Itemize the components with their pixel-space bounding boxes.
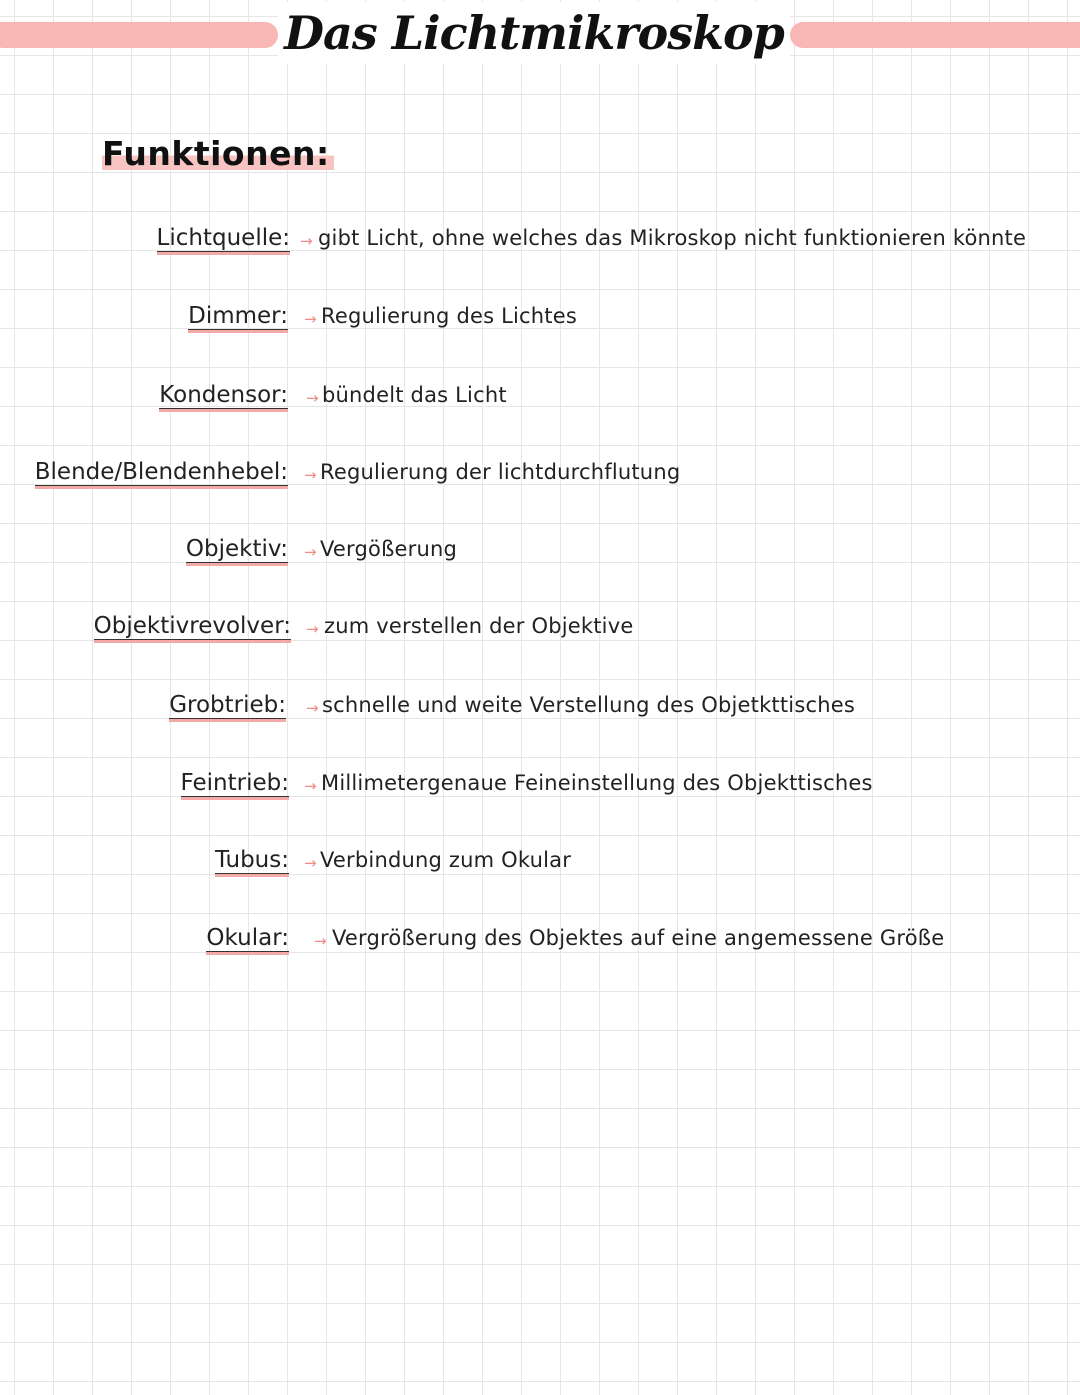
term-label: Grobtrieb: [169,691,286,722]
list-item [0,535,1080,575]
term-label: Okular: [206,924,289,955]
term-label: Objektivrevolver: [94,612,291,643]
arrow-icon: → [304,854,317,872]
section-heading-text: Funktionen: [102,134,334,173]
term-label: Lichtquelle: [157,224,290,255]
arrow-icon: → [306,699,319,717]
term-description: zum verstellen der Objektive [324,614,634,638]
term-description: gibt Licht, ohne welches das Mikroskop nicht funktionieren könnte [318,226,1027,250]
list-item [0,381,1080,421]
title-highlight-right [790,22,1080,48]
list-item [0,302,1080,342]
list-item [0,224,1080,264]
term-description: Regulierung der lichtdurchflutung [320,460,681,484]
arrow-icon: → [304,777,317,795]
term-description: Regulierung des Lichtes [321,304,578,328]
title-highlight-left [0,22,278,48]
arrow-icon: → [306,389,319,407]
section-heading [102,134,334,173]
term-description: Verbindung zum Okular [320,848,572,872]
arrow-icon: → [306,620,319,638]
term-description: Vergrößerung des Objektes auf eine angemessene Größe [332,926,945,950]
term-label: Feintrieb: [181,769,289,800]
arrow-icon: → [304,543,317,561]
list-item [0,691,1080,731]
list-item [0,612,1080,652]
term-label: Dimmer: [188,302,288,333]
term-label: Tubus: [215,846,289,877]
term-description: bündelt das Licht [322,383,507,407]
term-description: Millimetergenaue Feineinstellung des Objekttisches [321,771,873,795]
arrow-icon: → [314,932,327,950]
list-item [0,924,1080,964]
page-title: Das Lichtmikroskop [278,2,790,64]
list-item [0,458,1080,498]
list-item [0,769,1080,809]
term-description: schnelle und weite Verstellung des Objetkttisches [322,693,855,717]
term-description: Vergößerung [320,537,458,561]
arrow-icon: → [304,310,317,328]
list-item [0,846,1080,886]
term-label: Blende/Blendenhebel: [35,458,288,489]
term-label: Objektiv: [186,535,288,566]
arrow-icon: → [300,232,313,250]
arrow-icon: → [304,466,317,484]
term-label: Kondensor: [159,381,288,412]
